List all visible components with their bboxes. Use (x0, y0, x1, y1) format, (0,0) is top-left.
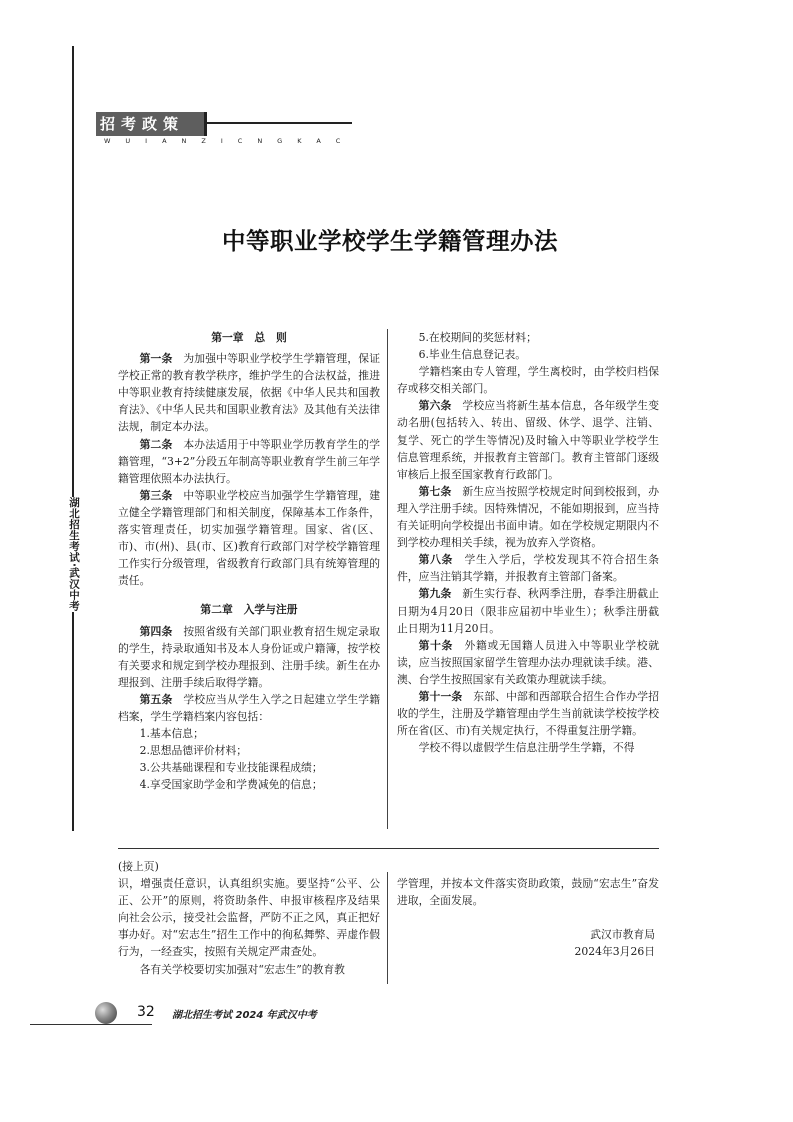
article-paragraph (397, 483, 659, 551)
article-paragraph (397, 363, 659, 397)
signature-organization: 武汉市教育局 (590, 928, 655, 942)
footer-rule (30, 1024, 152, 1025)
chapter-heading: 第二章 入学与注册 (200, 603, 298, 617)
article-text: 学生入学后，学校发现其不符合招生条件，应当注销其学籍，并报教育主管部门备案。 (397, 553, 660, 584)
section-banner-label: 招考政策 (100, 115, 185, 133)
article-text: 本办法适用于中等职业学历教育学生的学籍管理，“3+2”分段五年制高等职业教育学生前三年学籍管理依照本办法执行。 (118, 437, 381, 485)
continued-note: (接上页) (118, 860, 159, 873)
article-label: 第六条 (418, 399, 452, 413)
section-pinyin: WUIANZICNGKAC (104, 137, 356, 145)
article-paragraph (397, 551, 659, 585)
article-label: 第五条 (139, 692, 173, 706)
article-label: 第七条 (418, 484, 452, 498)
article-label: 第十一条 (418, 689, 463, 703)
banner-rule (204, 122, 352, 124)
column-divider (387, 872, 388, 984)
article-text: 东部、中部和西部联合招生合作办学招收的学生，注册及学籍管理由学生当前就读学校按学校所在省(区、市)有关规定执行，不得重复注册学籍。 (397, 689, 660, 738)
continuation-column-right (397, 875, 659, 960)
signature-date: 2024年3月26日 (574, 945, 655, 959)
list-item: 4.享受国家助学金和学费减免的信息； (139, 778, 323, 792)
continued-paragraph: 各有关学校要切实加强对“宏志生”的教育教 (139, 962, 345, 976)
article-paragraph (397, 688, 659, 739)
article-label: 第二条 (139, 437, 173, 451)
article-label: 第四条 (139, 624, 173, 638)
footer-publication: 湖北招生考试 2024 年武汉中考 (172, 1010, 317, 1021)
page-emblem-icon (95, 1002, 117, 1024)
article-text: 按照省级有关部门职业教育招生规定录取的学生，持录取通知书及本人身份证或户籍簿，按学校有关要求和规定到学校办理报到、注册手续。新生在办理报到、注册手续后取得学籍。 (118, 624, 381, 689)
article-paragraph (118, 623, 380, 691)
article-text: 中等职业学校应当加强学生学籍管理，建立健全学籍管理部门和相关制度，保障基本工作条件，落实管理责任，切实加强学籍管理。国家、省(区、市)、市(州)、县(市、区)教育行政部门对学校学籍管理工作实行分级管理，省级教育行政部门具有统筹管理的责任。 (118, 488, 381, 588)
article-label: 第十条 (418, 638, 454, 652)
section-separator (118, 848, 659, 849)
article-paragraph (118, 436, 380, 487)
article-paragraph (397, 739, 659, 756)
article-label: 第八条 (418, 553, 454, 567)
article-column-right (397, 329, 659, 756)
article-paragraph (118, 350, 380, 435)
page-number: 32 (137, 1004, 155, 1020)
article-paragraph (118, 691, 380, 725)
list-item: 2.思想品德评价材料； (139, 744, 248, 758)
article-text: 新生应当按照学校规定时间到校报到，办理入学注册手续。因特殊情况，不能如期报到，应当持有关证明向学校提出书面申请。如在学校规定期限内不到学校办理相关手续，视为放弃入学资格。 (397, 484, 660, 550)
article-text: 学籍档案由专人管理，学生离校时，由学校归档保存或移交相关部门。 (397, 365, 659, 396)
left-margin-rule (72, 46, 74, 831)
continuation-column-left (118, 858, 380, 978)
article-paragraph (118, 487, 380, 590)
article-label: 第九条 (418, 587, 452, 601)
continued-paragraph: 识，增强责任意识，认真组织实施。要坚持“公平、公正、公开”的原则，将资助条件、申报审核程序及结果向社会公示，接受社会监督，严防不正之风，真正把好事办好。对“宏志生”招生工作中的徇私舞弊、弄虚作假行为，一经查实，按照有关规定严肃查处。 (118, 877, 380, 959)
list-item: 1.基本信息； (139, 727, 204, 741)
article-text: 新生实行春、秋两季注册，春季注册截止日期为4月20日（限非应届初中毕业生）；秋季注册截止日期为11月20日。 (397, 587, 660, 635)
list-item: 6.毕业生信息登记表。 (418, 348, 527, 362)
article-title: 中等职业学校学生学籍管理办法 (222, 227, 558, 255)
chapter-heading: 第一章 总 则 (211, 331, 287, 344)
list-item: 3.公共基础课程和专业技能课程成绩； (139, 761, 323, 775)
article-text: 学校应当从学生入学之日起建立学生学籍档案，学生学籍档案内容包括： (118, 692, 381, 723)
article-text: 学校应当将新生基本信息，各年级学生变动名册(包括转入、转出、留级、休学、退学、注销、复学、死亡的学生等情况)及时输入中等职业学校学生信息管理系统，并报教育主管部门。教育主管部门逐级审核后上报至国家教育行政部门。 (397, 399, 660, 481)
column-divider (387, 329, 388, 829)
article-paragraph (397, 637, 659, 688)
article-label: 第一条 (139, 352, 173, 366)
article-text: 为加强中等职业学校学生学籍管理，保证学校正常的教育教学秩序，维护学生的合法权益，推进中等职业教育持续健康发展，依据《中华人民共和国教育法》、《中华人民共和国职业教育法》及其他有关法律法规，制定本办法。 (118, 352, 381, 434)
article-column-left (118, 329, 380, 793)
article-paragraph (397, 585, 659, 636)
article-text: 学校不得以虚假学生信息注册学生学籍，不得 (418, 741, 635, 755)
article-paragraph (397, 397, 659, 482)
side-publication-label: 湖北招生考试·武汉中考 (64, 497, 80, 612)
continued-paragraph: 学管理，并按本文件落实资助政策，鼓励“宏志生”奋发进取，全面发展。 (397, 877, 659, 908)
list-item: 5.在校期间的奖惩材料； (418, 331, 537, 344)
article-label: 第三条 (139, 488, 173, 502)
article-text: 外籍或无国籍人员进入中等职业学校就读，应当按照国家留学生管理办法办理就读手续。港、澳、台学生按照国家有关政策办理就读手续。 (397, 638, 660, 686)
